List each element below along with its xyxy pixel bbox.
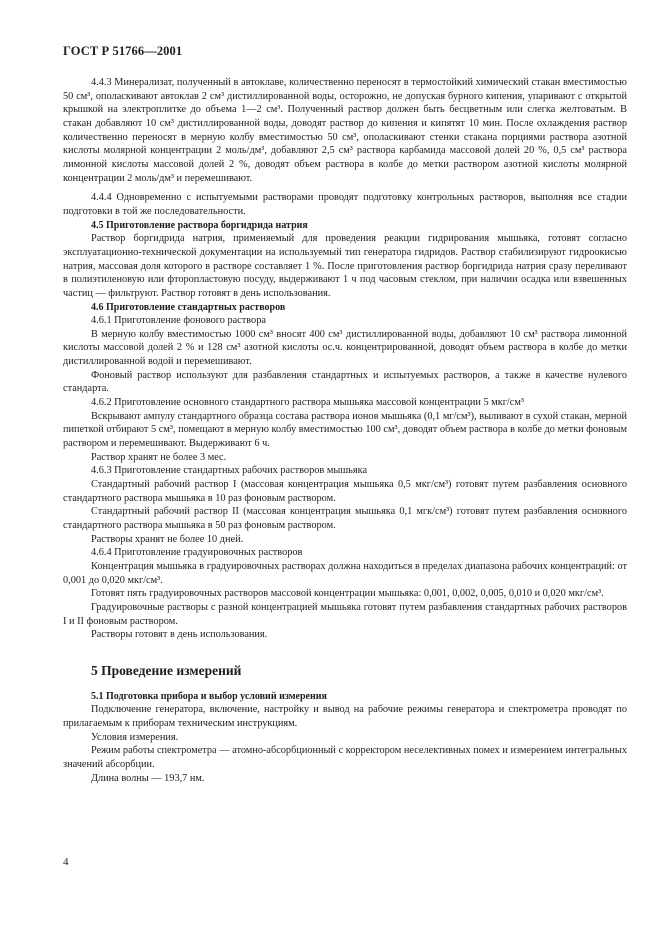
paragraph: Стандартный рабочий раствор II (массовая концентрация мышьяка 0,1 мгк/см³) готовят путем разбавления основного стандартного раствора мышьяка в 50 раз фоновым раствором.	[63, 506, 627, 531]
paragraph-4-4-4: 4.4.4 Одновременно с испытуемыми растворами проводят подготовку контрольных растворов, выполняя все стадии подготовки в той же последовательности.	[63, 192, 627, 217]
paragraph: Вскрывают ампулу стандартного образца состава раствора ионов мышьяка (0,1 мг/см³), выливают в сухой стакан, мерной пипеткой отбирают 5 см³, помещают в мерную колбу вместимостью 100 см³, доводят объем раствора в колбе до метки фоновым раствором и перемешивают. Выдерживают 6 ч.	[63, 410, 627, 450]
heading-4-6: 4.6 Приготовление стандартных растворов	[91, 301, 286, 313]
paragraph-4-4-3: 4.4.3 Минерализат, полученный в автоклаве, количественно переносят в термостойкий химический стакан вместимостью 50 см³, ополаскивают автоклав 2 см³ дистиллированной воды, осторожно, не допуская бурного кипения, упаривают с открытой крышкой на электроплитке до объема 1—2 см³. Полученный раствор должен быть бесцветным или слегка желтоватым. В стакан добавляют 10 см³ дистиллированной воды, доводят раствор до кипения и кипятят 10 мин. После охлаждения раствор количественно переносят в мерную колбу вместимостью 50 см³, ополаскивают стенки стакана порциями раствора азотной кислоты молярной концентрации 2 моль/дм³, добавляют 2,5 см³ раствора карбамида массовой долей 20 %, 0,5 см³ раствора лимонной кислоты массовой долей 2 %, доводят объем раствора в колбе до метки раствором азотной кислоты молярной концентрации 2 моль/дм³ и перемешивают.	[63, 77, 627, 184]
document-body	[63, 76, 627, 785]
paragraph-4-6-3: 4.6.3 Приготовление стандартных рабочих растворов мышьяка	[91, 465, 368, 477]
section-heading-5: 5 Проведение измерений	[91, 662, 242, 678]
paragraph: Готовят пять градуировочных растворов массовой концентрации мышьяка: 0,001, 0,002, 0,005, 0,010 и 0,020 мкг/см³.	[91, 588, 604, 600]
heading-5-1: 5.1 Подготовка прибора и выбор условий измерения	[91, 690, 327, 702]
paragraph: Режим работы спектрометра — атомно-абсорбционный с корректором неселективных помех и измерением интегральных значений абсорбции.	[63, 745, 627, 770]
paragraph: В мерную колбу вместимостью 1000 см³ вносят 400 см³ дистиллированной воды, добавляют 10 см³ раствора лимонной кислоты массовой долей 2 % и 128 см³ азотной кислоты ос.ч. концентрированной, доводят объем раствора в колбе до метки дистиллированной водой и перемешивают.	[63, 328, 627, 368]
paragraph: Подключение генератора, включение, настройку и вывод на рабочие режимы генератора и спектрометра проводят по прилагаемым к приборам техническим инструкциям.	[63, 704, 627, 729]
paragraph: Концентрация мышьяка в градуировочных растворах должна находиться в пределах диапазона рабочих концентраций: от 0,001 до 0,020 мкг/см³.	[63, 560, 627, 586]
page-number: 4	[63, 856, 69, 868]
paragraph: Стандартный рабочий раствор I (массовая концентрация мышьяка 0,5 мкг/см³) готовят путем разбавления основного стандартного раствора мышьяка в 10 раз фоновым раствором.	[63, 479, 627, 504]
paragraph: Фоновый раствор используют для разбавления стандартных и испытуемых растворов, а также в качестве нулевого стандарта.	[63, 369, 627, 395]
paragraph: Раствор боргидрида натрия, применяемый для проведения реакции гидрирования мышьяка, готовят согласно эксплуатационно-технической документации на используемый тип генератора гидридов. Раствор стабилизируют гидроокисью натрия, массовая доля которого в растворе составляет 1 %. После приготовления раствор боргидрида натрия сразу переливают в полиэтиленовую или фторопластовую посуду, выдерживают 1 ч под часовым стеклом, при наличии осадка или взвешенных частиц — фильтруют. Раствор готовят в день использования.	[63, 233, 627, 299]
paragraph: Длина волны — 193,7 нм.	[91, 772, 205, 784]
heading-4-5: 4.5 Приготовление раствора боргидрида натрия	[91, 219, 308, 231]
paragraph-4-6-4: 4.6.4 Приготовление градуировочных растворов	[91, 547, 303, 559]
paragraph-4-6-2: 4.6.2 Приготовление основного стандартного раствора мышьяка массовой концентрации 5 мкг/см³	[91, 397, 524, 409]
paragraph: Градуировочные растворы с разной концентрацией мышьяка готовят путем разбавления стандартных рабочих растворов I и II фоновым раствором.	[63, 601, 627, 627]
paragraph: Растворы готовят в день использования.	[91, 629, 268, 641]
standard-header: ГОСТ Р 51766—2001	[63, 44, 183, 58]
paragraph-4-6-1: 4.6.1 Приготовление фонового раствора	[91, 315, 266, 327]
paragraph: Раствор хранят не более 3 мес.	[91, 451, 227, 463]
paragraph: Условия измерения.	[91, 731, 179, 743]
paragraph: Растворы хранят не более 10 дней.	[91, 533, 244, 545]
